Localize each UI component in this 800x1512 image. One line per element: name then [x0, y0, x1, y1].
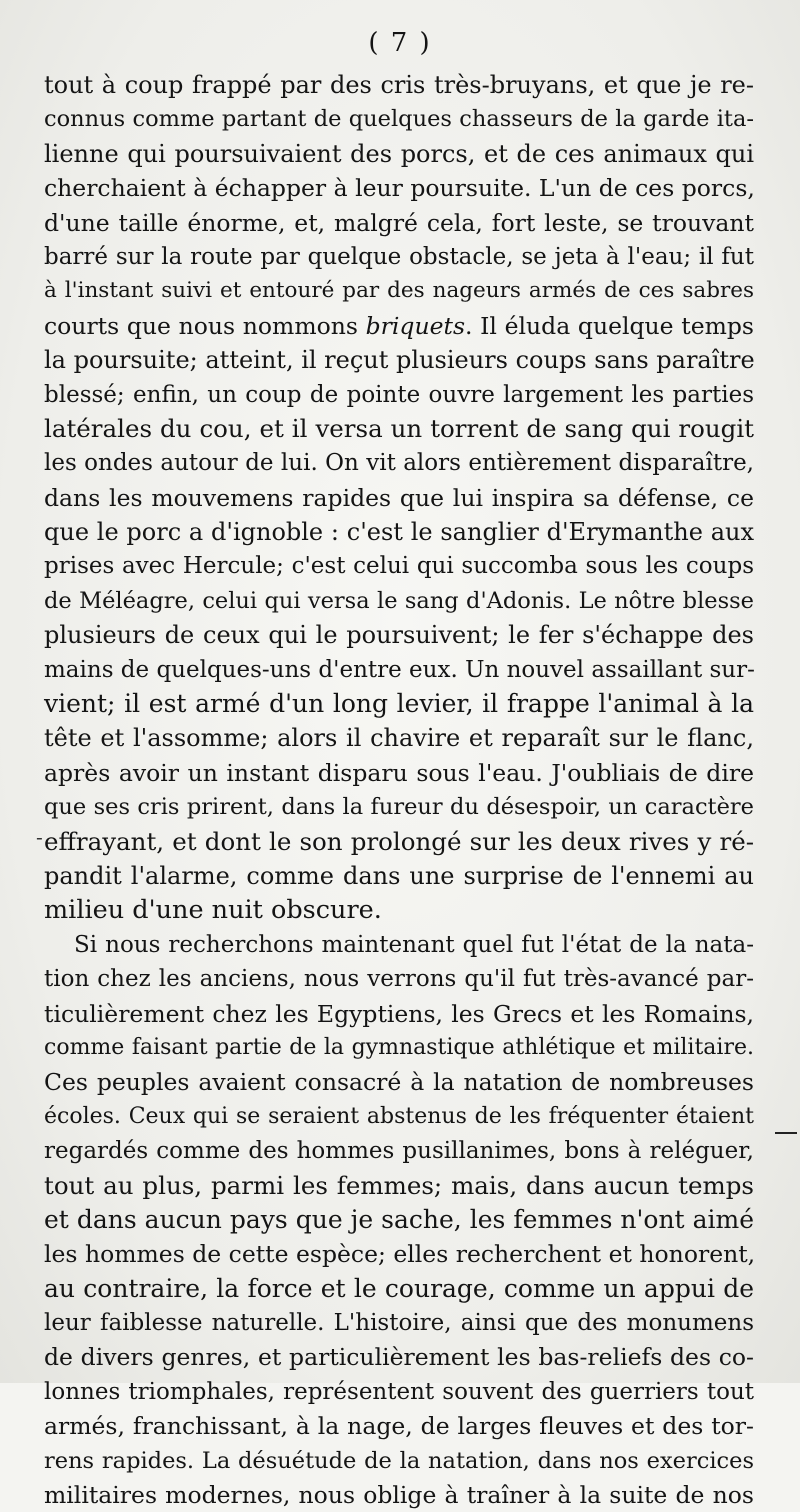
text-line: milieu d'une nuit obscure.	[44, 895, 382, 926]
text-line: après avoir un instant disparu sous l'eau. J'oubliais de dire	[44, 758, 754, 787]
text-line: tout à coup frappé par des cris très-bruyans, et que je re-	[44, 71, 754, 99]
text-line: ticulièrement chez les Egyptiens, les Grecs et les Romains,	[44, 999, 754, 1028]
text-line: que ses cris prirent, dans la fureur du désespoir, un caractère	[44, 794, 754, 821]
text-line: de divers genres, et particulièrement les bas-reliefs des co-	[44, 1343, 754, 1372]
text-line: connus comme partant de quelques chasseurs de la garde ita-	[44, 106, 754, 133]
text-line: rens rapides. La désuétude de la natation, dans nos exercices	[44, 1447, 754, 1474]
text-line: tion chez les anciens, nous verrons qu'il fut très-avancé par-	[44, 966, 754, 993]
paragraph-dash-mark: -	[36, 825, 43, 849]
text-line: à l'instant suivi et entouré par des nageurs armés de ces sabres	[44, 278, 754, 304]
text-line: lonnes triomphales, représentent souvent des guerriers tout	[44, 1378, 754, 1405]
text-line: leur faiblesse naturelle. L'histoire, ainsi que des monumens	[44, 1310, 754, 1337]
text-line: et dans aucun pays que je sache, les femmes n'ont aimé	[44, 1204, 754, 1234]
text-line: cherchaient à échapper à leur poursuite. L'un de ces porcs,	[44, 174, 755, 203]
text-line: pandit l'alarme, comme dans une surprise de l'ennemi au	[44, 861, 754, 890]
text-line: que le porc a d'ignoble : c'est le sanglier d'Erymanthe aux	[44, 518, 754, 547]
text-line: Ces peuples avaient consacré à la natation de nombreuses	[44, 1068, 754, 1097]
page-number: ( 7 )	[368, 28, 432, 58]
text-line: latérales du cou, et il versa un torrent de sang qui rougit	[44, 413, 754, 443]
text-line-with-italic	[44, 309, 754, 343]
text-line: Si nous recherchons maintenant quel fut l'état de la nata-	[74, 931, 754, 958]
margin-dash-mark	[775, 1132, 797, 1134]
text-line: effrayant, et dont le son prolongé sur les deux rives y ré-	[44, 826, 754, 856]
text-segment: courts que nous nommons	[44, 311, 358, 340]
text-line: écoles. Ceux qui se seraient abstenus de les fréquenter étaient	[44, 1103, 754, 1129]
text-line: plusieurs de ceux qui le poursuivent; le fer s'échappe des	[44, 621, 754, 650]
text-line: armés, franchissant, à la nage, de larges fleuves et des tor-	[44, 1412, 754, 1441]
text-line: la poursuite; atteint, il reçut plusieurs coups sans paraître	[44, 346, 755, 375]
text-line: les hommes de cette espèce; elles recherchent et honorent,	[44, 1240, 756, 1269]
text-line: regardés comme des hommes pusillanimes, bons à reléguer,	[44, 1138, 754, 1165]
text-line: mains de quelques-uns d'entre eux. Un nouvel assaillant sur-	[44, 656, 755, 683]
body-text	[44, 68, 754, 1512]
italic-word: briquets	[365, 311, 466, 340]
text-line: au contraire, la force et le courage, comme un appui de	[44, 1273, 754, 1303]
text-line: tête et l'assomme; alors il chavire et reparaît sur le flanc,	[44, 724, 754, 753]
text-line: tout au plus, parmi les femmes; mais, dans aucun temps	[44, 1170, 754, 1200]
text-line: lienne qui poursuivaient des porcs, et de ces animaux qui	[44, 139, 754, 168]
text-line: militaires modernes, nous oblige à traîner à la suite de nos	[44, 1481, 754, 1510]
text-line: d'une taille énorme, et, malgré cela, fort leste, se trouvant	[44, 208, 754, 237]
text-line: vient; il est armé d'un long levier, il frappe l'animal à la	[44, 689, 754, 719]
text-line: blessé; enfin, un coup de pointe ouvre largement les parties	[44, 381, 754, 408]
text-line: de Méléagre, celui qui versa le sang d'Adonis. Le nôtre blesse	[44, 587, 754, 614]
text-segment: . Il éluda quelque temps	[465, 311, 754, 340]
text-line: dans les mouvemens rapides que lui inspira sa défense, ce	[44, 483, 754, 512]
text-line: prises avec Hercule; c'est celui qui succomba sous les coups	[44, 553, 754, 580]
text-line: barré sur la route par quelque obstacle, se jeta à l'eau; il fut	[44, 243, 754, 270]
text-line: comme faisant partie de la gymnastique athlétique et militaire.	[44, 1034, 754, 1060]
text-line: les ondes autour de lui. On vit alors entièrement disparaître,	[44, 450, 754, 477]
